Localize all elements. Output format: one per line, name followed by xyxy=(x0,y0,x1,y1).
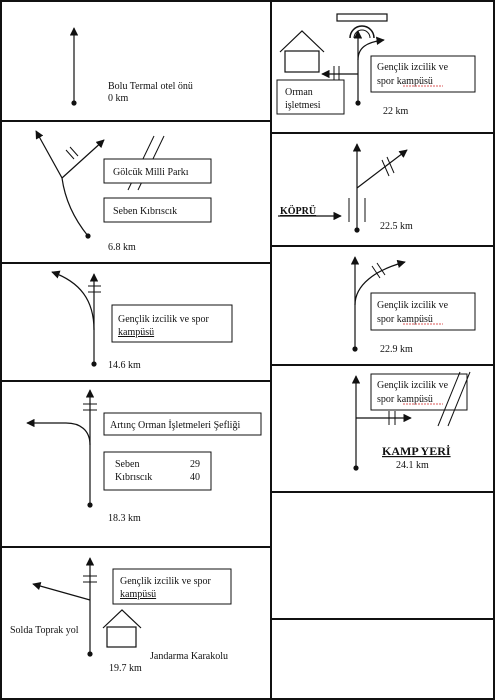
road-left-turn xyxy=(33,584,90,600)
point-marker xyxy=(85,233,90,238)
point-marker xyxy=(354,227,359,232)
road-left-turn xyxy=(27,423,90,445)
distance-km-1: 29 xyxy=(190,459,200,470)
km-label: 22.5 km xyxy=(380,221,413,232)
sign-seben-text: Seben Kıbrıscık xyxy=(113,206,178,217)
km-label: 19.7 km xyxy=(109,663,142,674)
panel-19-7km xyxy=(10,558,231,674)
forest-office-line2: işletmesi xyxy=(285,100,321,111)
start-point xyxy=(71,100,76,105)
tunnel-icon xyxy=(337,14,387,38)
gendarmerie-label: Jandarma Karakolu xyxy=(150,651,229,662)
road-left-turn xyxy=(52,272,94,330)
point-marker xyxy=(353,465,358,470)
house-icon xyxy=(103,610,141,647)
sign-campus-line1: Gençlik izcilik ve xyxy=(377,62,449,73)
dirt-road-label: Solda Toprak yol xyxy=(10,625,79,636)
panel-22-5km xyxy=(278,144,413,233)
sign-artinc-text: Artınç Orman İşletmeleri Şefliği xyxy=(110,420,241,431)
panel-22-9km xyxy=(352,257,475,355)
distance-km-2: 40 xyxy=(190,472,200,483)
panel-14-6km xyxy=(52,272,232,371)
km-label: 14.6 km xyxy=(108,360,141,371)
distance-place-2: Kıbrıscık xyxy=(115,472,153,483)
sign-campus-line2: kampüsü xyxy=(118,327,155,338)
panel-22km xyxy=(277,14,475,117)
point-marker xyxy=(87,651,92,656)
road-right-turn xyxy=(357,150,407,188)
panel-start xyxy=(71,28,193,106)
sign-campus-line2: spor kampüsü xyxy=(377,76,433,87)
km-label: 18.3 km xyxy=(108,513,141,524)
sign-campus-line1: Gençlik izcilik ve spor xyxy=(120,576,211,587)
sign-campus-line2: spor kampüsü xyxy=(377,394,433,405)
km-label: 24.1 km xyxy=(396,460,429,471)
panel-18-3km xyxy=(27,390,261,524)
point-marker xyxy=(352,346,357,351)
distance-sign xyxy=(104,452,211,490)
sign-campus-line2: spor kampüsü xyxy=(377,314,433,325)
panel-grid xyxy=(1,1,494,699)
road-fork-left xyxy=(36,131,88,236)
forest-office-line1: Orman xyxy=(285,87,313,98)
point-marker xyxy=(355,100,360,105)
start-location-label: Bolu Termal otel önü xyxy=(108,81,193,92)
sign-campus-line1: Gençlik izcilik ve spor xyxy=(118,314,209,325)
panel-camp-24-1km xyxy=(353,372,470,471)
house-icon xyxy=(280,31,324,72)
sign-campus-line1: Gençlik izcilik ve xyxy=(377,380,449,391)
sign-campus-line2: kampüsü xyxy=(120,589,157,600)
distance-place-1: Seben xyxy=(115,459,140,470)
sign-golcuk-text: Gölcük Milli Parkı xyxy=(113,167,189,178)
km-label: 22.9 km xyxy=(380,344,413,355)
point-marker xyxy=(91,361,96,366)
road-fork-right xyxy=(62,140,104,178)
km-label: 6.8 km xyxy=(108,242,136,253)
start-km-label: 0 km xyxy=(108,93,129,104)
km-label: 22 km xyxy=(383,106,409,117)
point-marker xyxy=(87,502,92,507)
panel-6-8km xyxy=(36,131,211,253)
sign-campus-line1: Gençlik izcilik ve xyxy=(377,300,449,311)
bridge-label: KÖPRÜ xyxy=(280,206,317,217)
camp-title: KAMP YERİ xyxy=(382,444,451,458)
